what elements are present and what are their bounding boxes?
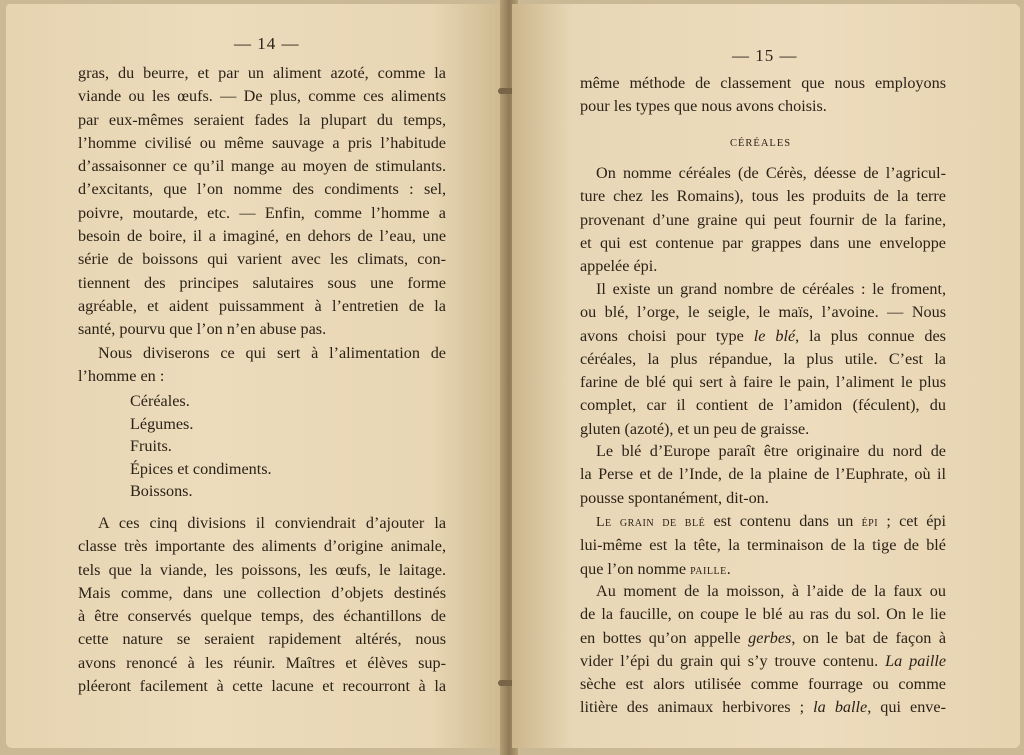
text-line: Nous diviserons ce qui sert à l’alimentation de bbox=[98, 344, 446, 362]
text-line: tiennent des principes salutaires sous une forme bbox=[78, 273, 446, 292]
list-item: Fruits. bbox=[130, 437, 172, 455]
text-run: est contenu dans un bbox=[705, 512, 862, 530]
text-line: d’assaisonner ce qu’il mange au moyen de stimulants. bbox=[78, 157, 446, 176]
text-line: sèche est alors utilisée comme fourrage ou comme bbox=[580, 675, 946, 694]
text-line: Mais comme, dans une collection d’objets destinés bbox=[78, 583, 446, 602]
text-run: , on le bat de façon à bbox=[791, 628, 947, 647]
right-paragraph-3 bbox=[580, 440, 946, 510]
text-run: litière des animaux herbivores ; bbox=[580, 698, 814, 717]
text-run: , qui enve- bbox=[867, 698, 946, 717]
text-line: de la faucille, on coupe le blé au ras du sol. On le lie bbox=[580, 605, 946, 624]
text-run: , la plus connue des bbox=[795, 326, 946, 345]
text-line: cette nature se seraient rapidement altérés, nous bbox=[78, 630, 446, 649]
text-line bbox=[580, 325, 946, 348]
text-line: ture chez les Romains), tous les produits de la terre bbox=[580, 187, 946, 206]
right-paragraph-0 bbox=[580, 72, 946, 119]
text-line: l’homme civilisé ou même sauvage a pris l’habitude bbox=[78, 133, 446, 152]
text-run: que l’on nomme bbox=[580, 559, 691, 578]
text-line: poivre, moutarde, etc. — Enfin, comme l’homme a bbox=[78, 203, 446, 222]
left-page bbox=[6, 4, 506, 748]
text-run: . bbox=[726, 559, 731, 578]
text-run: ; cet épi bbox=[878, 512, 946, 530]
left-paragraph-2 bbox=[78, 342, 446, 389]
text-line: Le blé d’Europe paraît être originaire du nord de bbox=[596, 442, 946, 460]
text-line: complet, car il contient de l’amidon (féculent), du bbox=[580, 396, 946, 415]
text-line: gluten (azoté), et un peu de graisse. bbox=[580, 419, 810, 438]
text-line: et qui est contenue par grappes dans une enveloppe bbox=[580, 233, 946, 252]
text-line: pléeront facilement à cette lacune et recourront à la bbox=[78, 677, 446, 696]
text-run: en bottes qu’on appelle bbox=[580, 628, 749, 647]
text-line: santé, pourvu que l’on n’en abuse pas. bbox=[78, 320, 327, 339]
text-line: céréales, la plus répandue, la plus utile. C’est la bbox=[580, 349, 946, 368]
list-item: Boissons. bbox=[130, 482, 193, 500]
left-paragraph-1 bbox=[78, 62, 446, 342]
text-run: avons choisi pour type bbox=[580, 326, 754, 345]
text-line bbox=[580, 510, 946, 534]
text-line: agréable, et aident puissamment à l’entretien de la bbox=[78, 296, 446, 315]
text-line: série de boissons qui varient avec les climats, con- bbox=[78, 250, 446, 269]
section-heading: CÉRÉALES bbox=[730, 138, 792, 149]
page-number-right: — 15 — bbox=[732, 46, 798, 65]
text-line: ou blé, l’orge, le seigle, le maïs, l’avoine. — Nous bbox=[580, 303, 946, 322]
text-line: farine de blé qui sert à faire le pain, l’aliment le plus bbox=[580, 373, 946, 392]
text-line: la Perse et de l’Inde, de la plaine de l’Euphrate, où il bbox=[580, 465, 946, 484]
text-line: à être conservés quelque temps, des échantillons de bbox=[78, 607, 446, 626]
right-paragraph-1 bbox=[580, 162, 946, 278]
right-page bbox=[512, 4, 1020, 748]
text-line: d’excitants, que l’on nomme des condiments : sel, bbox=[78, 180, 446, 199]
text-line: pousse spontanément, dit-on. bbox=[580, 488, 769, 507]
small-caps-term: paille bbox=[690, 562, 727, 578]
text-line: viande ou les œufs. — De plus, comme ces aliments bbox=[78, 87, 446, 106]
text-line: A ces cinq divisions il conviendrait d’ajouter la bbox=[98, 514, 446, 532]
text-line: On nomme céréales (de Cérès, déesse de l’agricul- bbox=[596, 164, 946, 182]
text-run: vider l’épi du grain qui s’y trouve contenu. bbox=[580, 651, 886, 670]
page-number-left: — 14 — bbox=[234, 34, 300, 53]
small-caps-term: épi bbox=[861, 515, 879, 530]
small-caps-term: Le grain de blé bbox=[596, 515, 706, 530]
right-paragraph-2 bbox=[580, 278, 946, 441]
list-item: Céréales. bbox=[130, 392, 190, 410]
text-line: même méthode de classement que nous employons bbox=[580, 74, 946, 92]
food-category-list bbox=[130, 390, 272, 503]
italic-term: gerbes bbox=[748, 628, 792, 647]
list-item: Légumes. bbox=[130, 414, 194, 433]
text-line: gras, du beurre, et par un aliment azoté, comme la bbox=[78, 64, 446, 82]
italic-term: le blé bbox=[753, 326, 796, 345]
text-line bbox=[580, 558, 946, 582]
right-paragraph-4 bbox=[580, 510, 946, 582]
text-line: avons renoncé à les réunir. Maîtres et élèves sup- bbox=[78, 653, 446, 672]
text-line: besoin de boire, il a imaginé, en dehors de l’eau, une bbox=[78, 227, 446, 246]
text-line: lui-même est la tête, la terminaison de la tige de blé bbox=[580, 536, 946, 555]
text-line bbox=[580, 650, 946, 673]
text-line: pour les types que nous avons choisis. bbox=[580, 97, 827, 116]
text-line: provenant d’une graine qui peut fournir de la farine, bbox=[580, 210, 946, 229]
text-line: appelée épi. bbox=[580, 257, 658, 276]
list-item: Épices et condiments. bbox=[130, 459, 272, 478]
right-paragraph-5 bbox=[580, 580, 946, 720]
left-paragraph-3 bbox=[78, 512, 446, 698]
italic-term: La paille bbox=[885, 651, 947, 670]
text-line: Au moment de la moisson, à l’aide de la faux ou bbox=[596, 582, 946, 600]
text-line: l’homme en : bbox=[78, 367, 165, 386]
text-line: classe très importante des aliments d’origine animale, bbox=[78, 537, 446, 556]
italic-term: la balle bbox=[813, 698, 868, 717]
text-line bbox=[580, 627, 946, 650]
text-line bbox=[580, 696, 946, 719]
text-line: tels que la viande, les poissons, les œufs, le laitage. bbox=[78, 560, 446, 579]
text-line: par eux-mêmes seraient fades la plupart du temps, bbox=[78, 110, 446, 129]
text-line: Il existe un grand nombre de céréales : le froment, bbox=[596, 280, 946, 298]
